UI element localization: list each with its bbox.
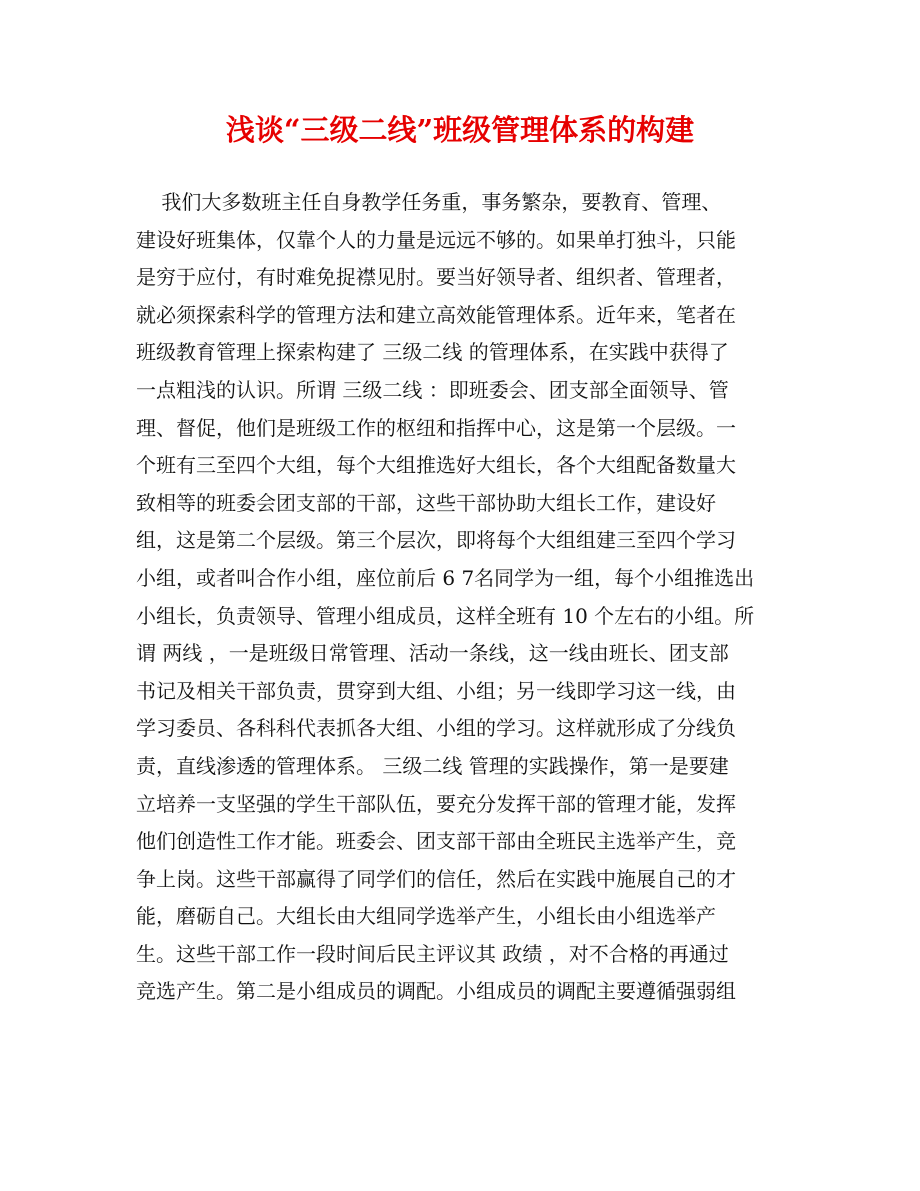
body-line: 小组长，负责领导、管理小组成员，这样全班有 10 个左右的小组。所 [136, 603, 755, 628]
body-line: 书记及相关干部负责，贯穿到大组、小组；另一线即学习这一线，由 [136, 678, 736, 703]
body-line: 立培养一支坚强的学生干部队伍，要充分发挥干部的管理才能，发挥 [136, 791, 736, 816]
document-title: 浅谈“三级二线”班级管理体系的构建 [225, 113, 695, 147]
body-line: 我们大多数班主任自身教学任务重，事务繁杂，要教育、管理、 [136, 190, 722, 214]
body-line: 竞选产生。第二是小组成员的调配。小组成员的调配主要遵循强弱组 [136, 979, 736, 1004]
body-line: 谓 两线 ，一是班级日常管理、活动一条线，这一线由班长、团支部 [136, 641, 729, 666]
body-line: 组，这是第二个层级。第三个层次，即将每个大组组建三至四个学习 [136, 528, 736, 553]
body-line: 责，直线渗透的管理体系。 三级二线 管理的实践操作，第一是要建 [136, 753, 729, 778]
body-line: 学习委员、各科科代表抓各大组、小组的学习。这样就形成了分线负 [136, 716, 736, 741]
body-line: 生。这些干部工作一段时间后民主评议其 政绩 ，对不合格的再通过 [136, 941, 729, 966]
body-line: 是穷于应付，有时难免捉襟见肘。要当好领导者、组织者、管理者， [136, 265, 736, 290]
body-line: 他们创造性工作才能。班委会、团支部干部由全班民主选举产生，竞 [136, 829, 736, 854]
body-line: 个班有三至四个大组，每个大组推选好大组长，各个大组配备数量大 [136, 453, 736, 478]
document-body [136, 184, 796, 1011]
body-line: 一点粗浅的认识。所谓 三级二线 ：即班委会、团支部全面领导、管 [136, 377, 729, 402]
body-line: 就必须探索科学的管理方法和建立高效能管理体系。近年来，笔者在 [136, 302, 736, 327]
body-line: 争上岗。这些干部赢得了同学们的信任，然后在实践中施展自己的才 [136, 866, 736, 891]
body-line: 小组，或者叫合作小组，座位前后 6 7名同学为一组，每个小组推选出 [136, 565, 755, 590]
body-line: 建设好班集体，仅靠个人的力量是远远不够的。如果单打独斗，只能 [136, 227, 736, 252]
body-line: 致相等的班委会团支部的干部，这些干部协助大组长工作，建设好 [136, 490, 716, 515]
body-line: 能，磨砺自己。大组长由大组同学选举产生，小组长由小组选举产 [136, 904, 716, 929]
body-line: 理、督促，他们是班级工作的枢纽和指挥中心，这是第一个层级。一 [136, 415, 736, 440]
body-line: 班级教育管理上探索构建了 三级二线 的管理体系，在实践中获得了 [136, 340, 729, 365]
